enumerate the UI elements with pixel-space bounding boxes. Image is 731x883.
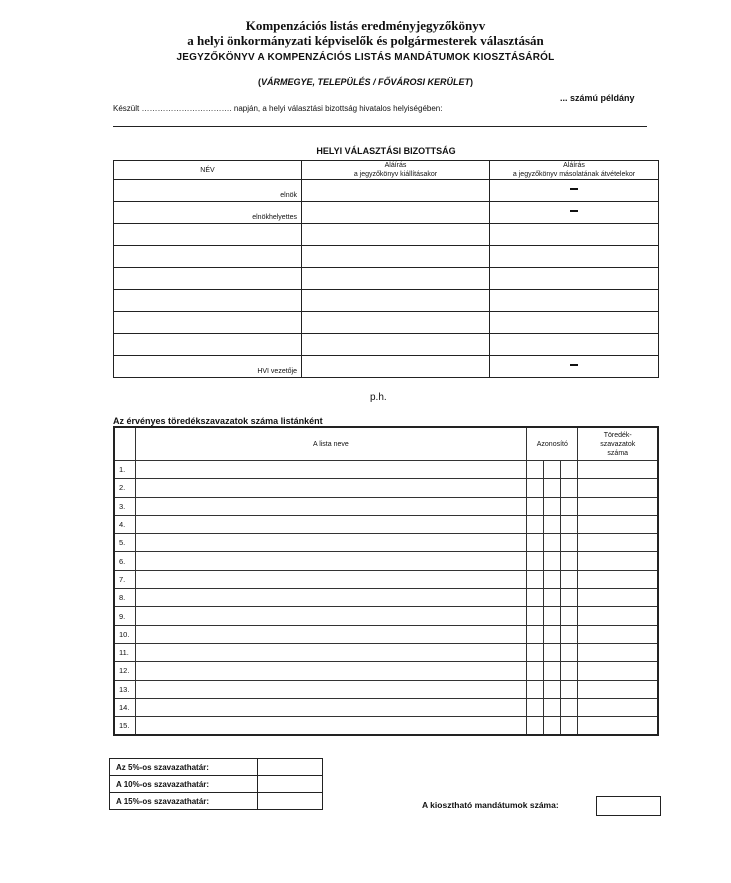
id-cell[interactable]	[561, 534, 578, 552]
col-name-header: NÉV	[114, 161, 302, 180]
id-cell[interactable]	[561, 680, 578, 698]
list-name-cell[interactable]	[135, 662, 527, 680]
count-cell[interactable]	[578, 552, 658, 570]
count-cell[interactable]	[578, 680, 658, 698]
count-cell[interactable]	[578, 479, 658, 497]
id-cell[interactable]	[544, 698, 561, 716]
list-row	[114, 515, 658, 533]
list-row	[114, 497, 658, 515]
name-cell[interactable]	[114, 202, 302, 224]
id-cell[interactable]	[561, 717, 578, 736]
name-cell[interactable]	[114, 312, 302, 334]
name-cell[interactable]	[114, 224, 302, 246]
committee-row	[114, 290, 659, 312]
record-title: JEGYZŐKÖNYV A KOMPENZÁCIÓS LISTÁS MANDÁTUMOK KIOSZTÁSÁRÓL	[176, 52, 555, 63]
lists-header-row	[114, 427, 658, 461]
name-cell[interactable]	[114, 290, 302, 312]
threshold-10-label: A 10%-os szavazathatár:	[110, 776, 258, 793]
id-cell[interactable]	[527, 589, 544, 607]
col-sign2-header	[490, 161, 659, 180]
row-number: 4.	[114, 515, 135, 533]
name-cell[interactable]	[114, 356, 302, 378]
committee-row	[114, 334, 659, 356]
sign2-cell[interactable]	[490, 268, 659, 290]
list-row	[114, 570, 658, 588]
threshold-5-label: Az 5%-os szavazathatár:	[110, 759, 258, 776]
stamp-place: p.h.	[370, 392, 387, 403]
row-number: 2.	[114, 479, 135, 497]
count-cell[interactable]	[578, 662, 658, 680]
id-cell[interactable]	[527, 479, 544, 497]
jurisdiction-placeholder	[0, 77, 731, 87]
sign1-cell[interactable]	[302, 202, 490, 224]
id-cell[interactable]	[544, 643, 561, 661]
row-number: 13.	[114, 680, 135, 698]
sign1-cell[interactable]	[302, 180, 490, 202]
list-name-cell[interactable]	[135, 625, 527, 643]
list-name-cell[interactable]	[135, 680, 527, 698]
sign2-cell	[490, 356, 659, 378]
count-cell[interactable]	[578, 698, 658, 716]
count-cell[interactable]	[578, 625, 658, 643]
col-list-name-header: A lista neve	[135, 427, 527, 461]
list-row	[114, 643, 658, 661]
copy-number: ... számú példány	[560, 93, 635, 103]
id-cell[interactable]	[544, 461, 561, 479]
document-subtitle: a helyi önkormányzati képviselők és polgármesterek választásán	[187, 33, 544, 48]
sign1-cell[interactable]	[302, 246, 490, 268]
id-cell[interactable]	[527, 662, 544, 680]
count-cell[interactable]	[578, 589, 658, 607]
lists-table	[113, 426, 659, 736]
row-number: 10.	[114, 625, 135, 643]
committee-row	[114, 180, 659, 202]
id-cell[interactable]	[527, 680, 544, 698]
list-name-cell[interactable]	[135, 552, 527, 570]
id-cell[interactable]	[561, 497, 578, 515]
col-sign1-line2: a jegyzőkönyv kiállításakor	[353, 171, 438, 178]
threshold-10-value[interactable]	[258, 776, 323, 793]
role-label: elnökhelyettes	[252, 214, 297, 221]
list-row	[114, 534, 658, 552]
dash-mark	[570, 188, 578, 190]
committee-row	[114, 312, 659, 334]
list-name-cell[interactable]	[135, 643, 527, 661]
id-cell[interactable]	[544, 625, 561, 643]
count-cell[interactable]	[578, 570, 658, 588]
threshold-row	[110, 793, 323, 810]
list-row	[114, 607, 658, 625]
list-name-cell[interactable]	[135, 461, 527, 479]
sign1-cell[interactable]	[302, 224, 490, 246]
id-cell[interactable]	[561, 552, 578, 570]
sign1-cell[interactable]	[302, 356, 490, 378]
row-number: 3.	[114, 497, 135, 515]
row-number: 5.	[114, 534, 135, 552]
sign2-cell	[490, 202, 659, 224]
id-cell[interactable]	[527, 461, 544, 479]
dash-mark	[570, 210, 578, 212]
list-name-cell[interactable]	[135, 497, 527, 515]
id-cell[interactable]	[561, 570, 578, 588]
col-id-header: Azonosító	[527, 427, 578, 461]
lists-title: Az érvényes töredékszavazatok száma listánként	[113, 416, 323, 426]
id-cell[interactable]	[544, 662, 561, 680]
jurisdiction-label: VÁRMEGYE, TELEPÜLÉS / FŐVÁROSI KERÜLET	[260, 77, 471, 87]
col-sign1-line1: Aláírás	[384, 162, 407, 169]
row-number: 12.	[114, 662, 135, 680]
sign1-cell[interactable]	[302, 290, 490, 312]
count-cell[interactable]	[578, 461, 658, 479]
id-cell[interactable]	[544, 497, 561, 515]
sign2-cell[interactable]	[490, 334, 659, 356]
id-cell[interactable]	[527, 570, 544, 588]
role-label: elnök	[280, 192, 297, 199]
threshold-5-value[interactable]	[258, 759, 323, 776]
col-count-header	[578, 427, 658, 461]
id-cell[interactable]	[544, 680, 561, 698]
id-cell[interactable]	[527, 625, 544, 643]
list-name-cell[interactable]	[135, 515, 527, 533]
id-cell[interactable]	[527, 534, 544, 552]
list-row	[114, 662, 658, 680]
id-cell[interactable]	[527, 552, 544, 570]
id-cell[interactable]	[544, 534, 561, 552]
mandates-value-box[interactable]	[596, 796, 661, 816]
committee-row	[114, 202, 659, 224]
list-row	[114, 717, 658, 736]
col-sign2-line2: a jegyzőkönyv másolatának átvételekor	[512, 171, 636, 178]
name-cell[interactable]	[114, 268, 302, 290]
list-row	[114, 698, 658, 716]
list-name-cell[interactable]	[135, 570, 527, 588]
id-cell[interactable]	[544, 552, 561, 570]
thresholds-table	[109, 758, 323, 810]
list-row	[114, 625, 658, 643]
row-number: 15.	[114, 717, 135, 736]
list-row	[114, 552, 658, 570]
id-cell[interactable]	[544, 607, 561, 625]
threshold-15-label: A 15%-os szavazathatár:	[110, 793, 258, 810]
sign2-cell[interactable]	[490, 224, 659, 246]
id-cell[interactable]	[527, 698, 544, 716]
threshold-row	[110, 776, 323, 793]
list-name-cell[interactable]	[135, 717, 527, 736]
committee-title: HELYI VÁLASZTÁSI BIZOTTSÁG	[316, 146, 456, 156]
col-sign1-header	[302, 161, 490, 180]
row-number: 9.	[114, 607, 135, 625]
document-title: Kompenzációs listás eredményjegyzőkönyv	[245, 18, 486, 33]
list-row	[114, 479, 658, 497]
list-name-cell[interactable]	[135, 534, 527, 552]
list-row	[114, 461, 658, 479]
count-cell[interactable]	[578, 515, 658, 533]
count-cell[interactable]	[578, 643, 658, 661]
col-count-line2: szavazatok	[600, 440, 636, 448]
sign2-cell[interactable]	[490, 246, 659, 268]
count-cell[interactable]	[578, 717, 658, 736]
committee-row	[114, 268, 659, 290]
id-cell[interactable]	[561, 461, 578, 479]
count-cell[interactable]	[578, 497, 658, 515]
name-cell[interactable]	[114, 334, 302, 356]
row-number: 8.	[114, 589, 135, 607]
id-cell[interactable]	[527, 717, 544, 736]
paren-close: )	[470, 77, 474, 87]
sign2-cell[interactable]	[490, 312, 659, 334]
id-cell[interactable]	[544, 479, 561, 497]
name-cell[interactable]	[114, 246, 302, 268]
id-cell[interactable]	[544, 717, 561, 736]
id-cell[interactable]	[561, 643, 578, 661]
row-number: 11.	[114, 643, 135, 661]
mandates-label: A kiosztható mandátumok száma:	[422, 800, 559, 810]
list-name-cell[interactable]	[135, 589, 527, 607]
list-name-cell[interactable]	[135, 698, 527, 716]
committee-header-row	[114, 161, 659, 180]
threshold-15-value[interactable]	[258, 793, 323, 810]
committee-row	[114, 246, 659, 268]
paren-open: (	[257, 77, 261, 87]
sign2-cell	[490, 180, 659, 202]
list-name-cell[interactable]	[135, 607, 527, 625]
row-number: 7.	[114, 570, 135, 588]
col-count-line1: Töredék-	[603, 431, 632, 439]
committee-row	[114, 356, 659, 378]
dash-mark	[570, 364, 578, 366]
id-cell[interactable]	[527, 515, 544, 533]
sign1-cell[interactable]	[302, 334, 490, 356]
committee-row	[114, 224, 659, 246]
sign2-cell[interactable]	[490, 290, 659, 312]
col-sign2-line1: Aláírás	[563, 162, 585, 169]
row-number: 1.	[114, 461, 135, 479]
name-cell[interactable]	[114, 180, 302, 202]
id-cell[interactable]	[561, 607, 578, 625]
row-number: 14.	[114, 698, 135, 716]
list-row	[114, 589, 658, 607]
id-cell[interactable]	[544, 589, 561, 607]
committee-table	[113, 160, 659, 378]
id-cell[interactable]	[561, 589, 578, 607]
id-cell[interactable]	[527, 607, 544, 625]
prepared-line: Készült ……………………………. napján, a helyi választási bizottság hivatalos helyiségében:	[113, 104, 443, 113]
count-cell[interactable]	[578, 607, 658, 625]
id-cell[interactable]	[527, 643, 544, 661]
list-name-cell[interactable]	[135, 479, 527, 497]
id-cell[interactable]	[561, 698, 578, 716]
sign1-cell[interactable]	[302, 312, 490, 334]
list-row	[114, 680, 658, 698]
id-cell[interactable]	[527, 497, 544, 515]
threshold-row	[110, 759, 323, 776]
row-number: 6.	[114, 552, 135, 570]
id-cell[interactable]	[544, 570, 561, 588]
count-cell[interactable]	[578, 534, 658, 552]
col-num-header	[114, 427, 135, 461]
id-cell[interactable]	[561, 515, 578, 533]
id-cell[interactable]	[544, 515, 561, 533]
col-count-line3: száma	[607, 449, 629, 457]
divider	[113, 126, 647, 127]
id-cell[interactable]	[561, 479, 578, 497]
id-cell[interactable]	[561, 662, 578, 680]
sign1-cell[interactable]	[302, 268, 490, 290]
role-label: HVI vezetője	[257, 368, 297, 375]
id-cell[interactable]	[561, 625, 578, 643]
